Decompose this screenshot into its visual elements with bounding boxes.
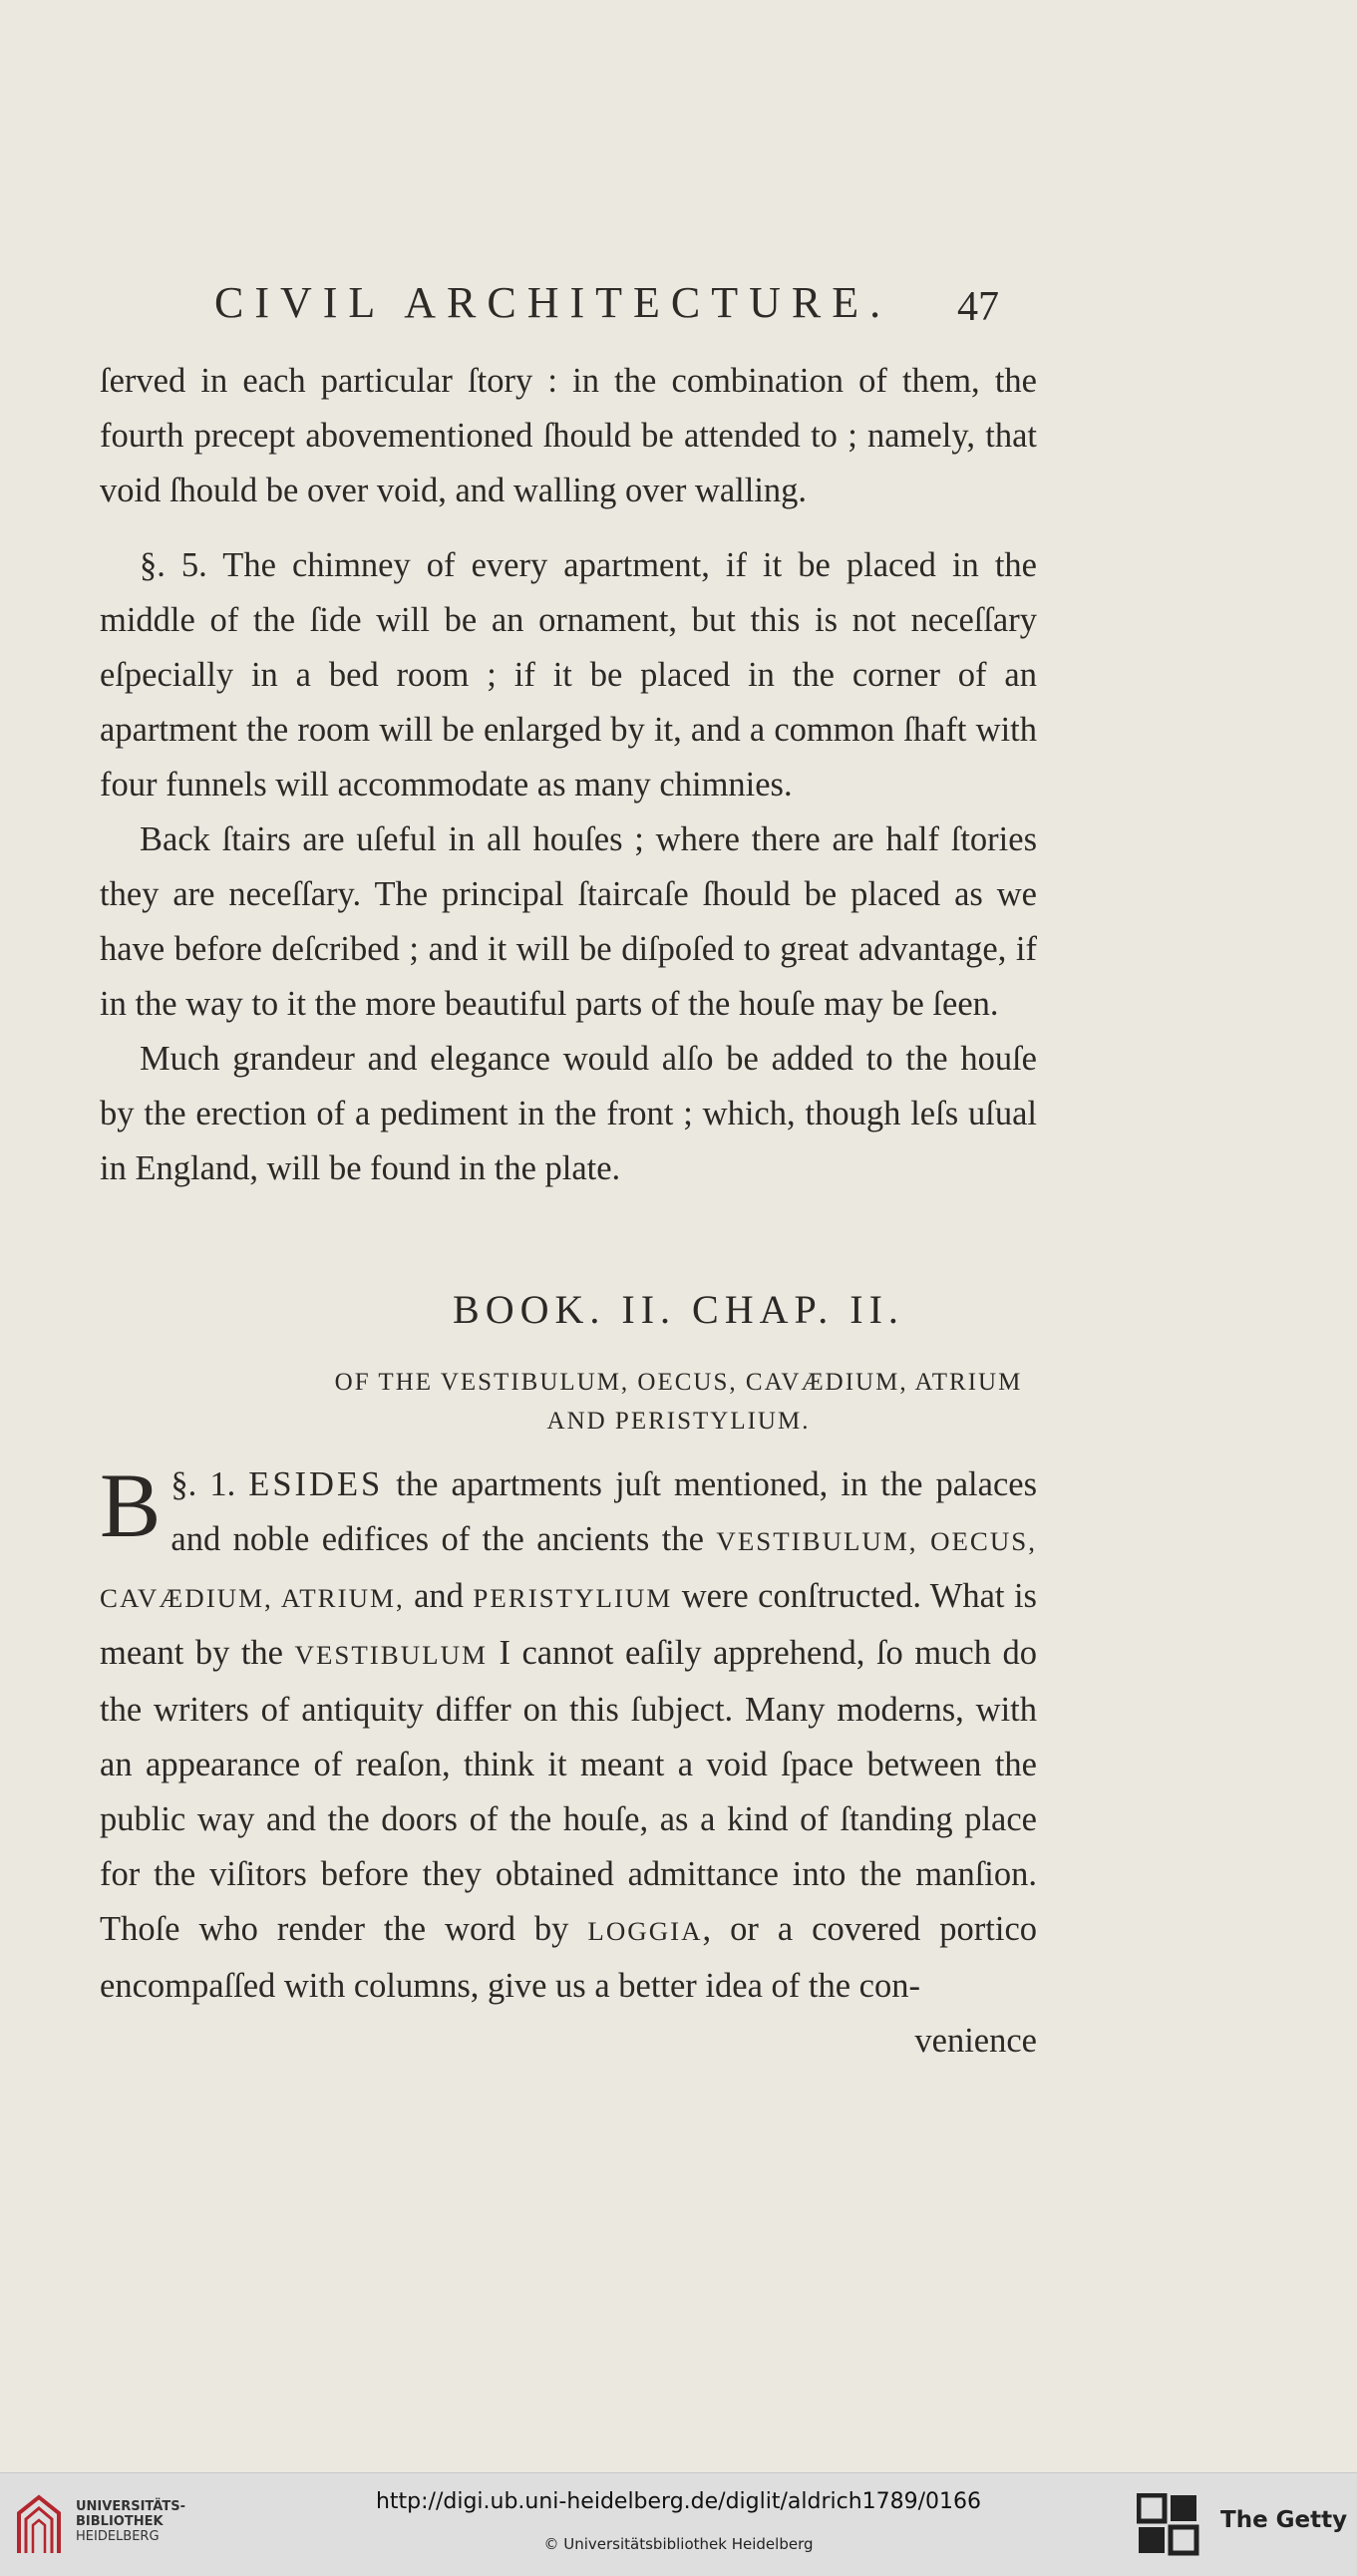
partner-name: The Getty	[1220, 2507, 1348, 2533]
viewer-footer	[0, 2472, 1357, 2576]
running-title: CIVIL ARCHITECTURE.	[214, 278, 892, 327]
small-caps-run: VESTIBULUM	[294, 1640, 488, 1670]
page-number: 47	[957, 284, 999, 330]
text-run: were conſtructed. What is meant by the	[100, 1577, 1037, 1672]
small-caps-run: LOGGIA	[587, 1916, 703, 1946]
running-head	[0, 277, 1357, 337]
permalink-url[interactable]: http://digi.ub.uni-heidelberg.de/diglit/aldrich1789/0166	[375, 2489, 982, 2514]
section-paragraph	[100, 1454, 1038, 2014]
body-text-top	[100, 354, 1037, 1196]
book-chapter-heading: BOOK. II. CHAP. II.	[453, 1287, 904, 1332]
paragraph: Back ſtairs are uſeful in all houſes ; where there are half ſtories they are neceſſary. The principal ſtaircaſe ſhould be placed as we have before deſcribed ; and it will be diſpoſed to great advantage, if in the way to it the more beautiful parts of the houſe may be ſeen.	[100, 820, 1037, 1023]
paragraph: Much grandeur and elegance would alſo be added to the houſe by the erection of a pediment in the front ; which, though leſs uſual in England, will be found in the plate.	[100, 1040, 1037, 1187]
paragraph: §. 5. The chimney of every apartment, if it be placed in the middle of the ſide will be an ornament, but this is not neceſſary eſpecially in a bed room ; if it be placed in the corner of an apartment the room will be enlarged by it, and a common ſhaft with four funnels will accommodate as many chimnies.	[100, 546, 1037, 804]
first-word: ESIDES	[248, 1465, 384, 1503]
chapter-title-line: OF THE VESTIBULUM, OECUS, CAVÆDIUM, ATRIUM	[334, 1369, 1023, 1396]
drop-cap: B	[100, 1454, 162, 1556]
library-name-line: UNIVERSITÄTS-	[76, 2499, 185, 2514]
text-run: the apartments juſt mentioned, in the palaces and noble edifices of the ancients the	[170, 1465, 1038, 1558]
small-caps-run: VESTIBULUM, OECUS, CAVÆDIUM, ATRIUM,	[100, 1526, 1038, 1613]
library-name-line: BIBLIOTHEK	[76, 2514, 164, 2529]
small-caps-run: PERISTYLIUM	[473, 1583, 673, 1613]
getty-logo-icon	[1137, 2493, 1200, 2557]
copyright-notice: © Universitätsbibliothek Heidelberg	[543, 2535, 814, 2553]
text-run: and	[404, 1577, 474, 1615]
section-1	[100, 1454, 1038, 2069]
text-run: I cannot eaſily apprehend, ſo much do the writers of antiquity differ on this ſubject. Many moderns, with an appearance of reaſon, think it meant a void ſpace between the public way and the doors of the houſe, as a kind of ſtanding place for the viſitors before they obtained admittance into the manſion. Thoſe who render the word by	[100, 1634, 1037, 1948]
text-run: , or a covered portico encompaſſed with columns, give us a better idea of the con-	[100, 1910, 1038, 2005]
paragraph: ſerved in each particular ſtory : in the combination of them, the fourth precept abovementioned ſhould be attended to ; namely, that void ſhould be over void, and walling over walling.	[100, 362, 1037, 509]
chapter-title-line: AND PERISTYLIUM.	[546, 1408, 811, 1435]
section-marker: §. 1.	[170, 1465, 236, 1503]
catchword: venience	[914, 2022, 1037, 2060]
chapter-title	[0, 1363, 1357, 1441]
library-name-line: HEIDELBERG	[76, 2529, 160, 2544]
